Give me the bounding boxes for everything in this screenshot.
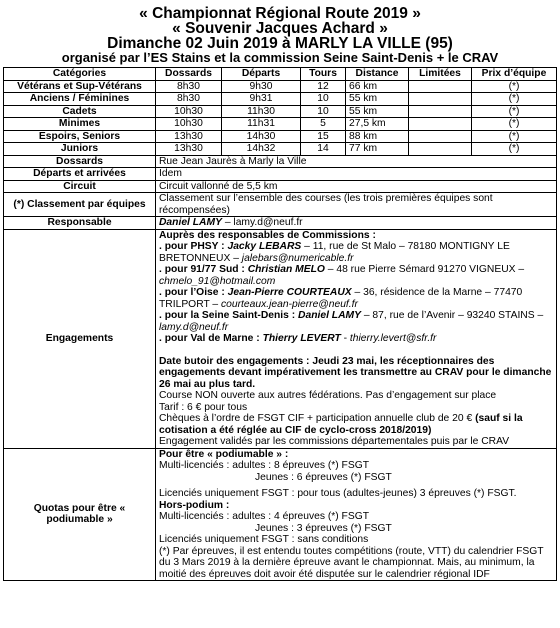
butoir-text: Date butoir des engagements : Jeudi 23 mai, les réceptionnaires des engagements devant impérativement les transmettre au CRAV pour le dimanche 26 mai au plus tard. xyxy=(159,355,552,390)
dossards-cell: 10h30 xyxy=(156,105,222,118)
contact-name: Thierry LEVERT xyxy=(262,333,341,344)
table-row xyxy=(4,80,557,93)
tours-cell: 12 xyxy=(301,80,346,93)
dossards-value: Rue Jean Jaurès à Marly la Ville xyxy=(156,155,557,168)
circuit-value: Circuit vallonné de 5,5 km xyxy=(156,180,557,193)
contact-prefix: . pour 91/77 Sud : xyxy=(159,264,248,275)
col-header-distance: Distance xyxy=(346,68,409,81)
tours-cell: 10 xyxy=(301,105,346,118)
hors-jeunes: Jeunes : 3 épreuves (*) FSGT xyxy=(255,522,392,534)
departs-cell: 9h30 xyxy=(222,80,301,93)
contact-prefix: . pour l’Oise : xyxy=(159,287,228,298)
prix-cell: (*) xyxy=(472,143,557,156)
category-cell: Cadets xyxy=(4,105,156,118)
category-cell: Juniors xyxy=(4,143,156,156)
contact-email[interactable]: courteaux.jean-pierre@neuf.fr xyxy=(221,298,358,310)
contact-vdm xyxy=(159,333,553,345)
contact-name: Christian MELO xyxy=(247,264,325,275)
info-row-departs xyxy=(4,168,557,181)
engagements-content xyxy=(156,229,557,448)
course-non-text: Course NON ouverte aux autres fédérations. Pas d’engagement sur place xyxy=(159,390,497,401)
limitees-cell xyxy=(409,105,472,118)
quotas-note: (*) Par épreuves, il est entendu toutes compétitions (route, VTT) du calendrier FSGT du 3 Mars 2019 à la dernière épreuve avant le championnat. Mais, au minimum, la moitié des épreuves doit avoir été disputée sur le calendrier régional IDF xyxy=(159,545,544,580)
quotas-label: Quotas pour être « podiumable » xyxy=(4,448,156,581)
contact-oise xyxy=(159,287,553,310)
table-row xyxy=(4,118,557,131)
departs-cell: 11h31 xyxy=(222,118,301,131)
category-cell: Espoirs, Seniors xyxy=(4,130,156,143)
race-table xyxy=(3,67,557,581)
engagements-label: Engagements xyxy=(4,229,156,448)
cheques-normal: Chèques à l’ordre de FSGT CIF + participation annuelle club de 20 € xyxy=(159,413,473,424)
cheques-bold: (sauf si la cotisation a été réglée au CIF de cyclo-cross 2018/2019) xyxy=(159,413,523,436)
responsable-email[interactable]: – lamy.d@neuf.fr xyxy=(224,217,303,228)
contact-prefix: . pour Val de Marne : xyxy=(159,333,263,344)
tours-cell: 14 xyxy=(301,143,346,156)
spacer xyxy=(159,345,553,356)
title-line-4: organisé par l’ES Stains et la commission Seine Saint-Denis + le CRAV xyxy=(61,50,499,65)
responsable-name: Daniel LAMY xyxy=(159,217,222,228)
limitees-cell xyxy=(409,93,472,106)
contact-address: – 36, résidence de la Marne – 77470 TRILPORT xyxy=(159,287,523,310)
valides-text: Engagement validés par les commissions départementales puis par le CRAV xyxy=(159,436,510,447)
podium-jeunes: Jeunes : 6 épreuves (*) FSGT xyxy=(255,471,392,483)
contact-sud xyxy=(159,264,553,287)
hors-title: Hors-podium : xyxy=(159,499,230,511)
contact-separator: – xyxy=(209,298,221,310)
distance-cell: 77 km xyxy=(346,143,409,156)
table-row xyxy=(4,93,557,106)
prix-cell: (*) xyxy=(472,118,557,131)
limitees-cell xyxy=(409,130,472,143)
contact-address: – 11, rue de St Malo – 78180 MONTIGNY LE BRETONNEUX xyxy=(159,241,510,264)
engagements-row xyxy=(4,229,557,448)
hors-adultes: Multi-licenciés : adultes : 4 épreuves (*) FSGT xyxy=(159,511,370,522)
category-cell: Anciens / Féminines xyxy=(4,93,156,106)
dossards-label: Dossards xyxy=(4,155,156,168)
contact-email[interactable]: lamy.d@neuf.fr xyxy=(159,321,229,333)
quotas-row xyxy=(4,448,557,581)
distance-cell: 88 km xyxy=(346,130,409,143)
distance-cell: 27,5 km xyxy=(346,118,409,131)
document-header xyxy=(0,0,560,65)
tours-cell: 10 xyxy=(301,93,346,106)
title-line-3: Dimanche 02 Juin 2019 à MARLY LA VILLE (95) xyxy=(107,35,453,52)
info-row-circuit xyxy=(4,180,557,193)
contact-ssd xyxy=(159,310,553,333)
contact-separator: - xyxy=(340,333,350,344)
contact-name: Jacky LEBARS xyxy=(227,241,302,252)
contact-name: Daniel LAMY xyxy=(298,310,361,321)
dossards-cell: 8h30 xyxy=(156,93,222,106)
table-row xyxy=(4,130,557,143)
prix-cell: (*) xyxy=(472,105,557,118)
col-header-limitees: Limitées xyxy=(409,68,472,81)
contact-separator: – xyxy=(534,310,544,321)
contact-email[interactable]: thierry.levert@sfr.fr xyxy=(349,333,437,344)
dossards-cell: 13h30 xyxy=(156,130,222,143)
col-header-tours: Tours xyxy=(301,68,346,81)
limitees-cell xyxy=(409,143,472,156)
podium-title: Pour être « podiumable » : xyxy=(159,448,289,460)
col-header-categories: Catégories xyxy=(4,68,156,81)
prix-cell: (*) xyxy=(472,130,557,143)
table-row xyxy=(4,143,557,156)
hors-unique: Licenciés uniquement FSGT : sans conditions xyxy=(159,534,369,545)
podium-unique: Licenciés uniquement FSGT : pour tous (adultes-jeunes) 3 épreuves (*) FSGT. xyxy=(159,488,517,499)
col-header-departs: Départs xyxy=(222,68,301,81)
departs-cell: 14h30 xyxy=(222,130,301,143)
title-line-1: « Championnat Régional Route 2019 » xyxy=(139,5,421,22)
departs-cell: 14h32 xyxy=(222,143,301,156)
info-row-dossards xyxy=(4,155,557,168)
dossards-cell: 8h30 xyxy=(156,80,222,93)
responsable-label: Responsable xyxy=(4,217,156,230)
classement-value: Classement sur l’ensemble des courses (les trois premières équipes sont récompensées) xyxy=(156,193,557,217)
distance-cell: 66 km xyxy=(346,80,409,93)
distance-cell: 55 km xyxy=(346,105,409,118)
limitees-cell xyxy=(409,80,472,93)
category-cell: Vétérans et Sup-Vétérans xyxy=(4,80,156,93)
dossards-cell: 10h30 xyxy=(156,118,222,131)
contact-prefix: . pour PHSY : xyxy=(159,241,228,252)
distance-cell: 55 km xyxy=(346,93,409,106)
tarif-text: Tarif : 6 € pour tous xyxy=(159,401,248,413)
prix-cell: (*) xyxy=(472,80,557,93)
engagements-intro: Auprès des responsables de Commissions : xyxy=(159,229,376,241)
contact-phsy xyxy=(159,241,553,264)
tours-cell: 5 xyxy=(301,118,346,131)
title-line-2: « Souvenir Jacques Achard » xyxy=(172,20,388,37)
responsable-value xyxy=(156,217,557,230)
contact-prefix: . pour la Seine Saint-Denis : xyxy=(159,310,299,321)
info-row-responsable xyxy=(4,217,557,230)
departs-cell: 11h30 xyxy=(222,105,301,118)
departs-cell: 9h31 xyxy=(222,93,301,106)
contact-address: – 48 rue Pierre Sémard 91270 VIGNEUX xyxy=(324,264,516,275)
contact-address: – 87, rue de l’Avenir – 93240 STAINS xyxy=(360,310,535,321)
podium-adultes: Multi-licenciés : adultes : 8 épreuves (*) FSGT xyxy=(159,460,370,471)
classement-label: (*) Classement par équipes xyxy=(4,193,156,217)
departs-label: Départs et arrivées xyxy=(4,168,156,181)
circuit-label: Circuit xyxy=(4,180,156,193)
contact-separator: – xyxy=(230,252,242,264)
contact-separator: – xyxy=(515,264,525,275)
contact-email[interactable]: chmelo_91@hotmail.com xyxy=(159,275,276,287)
table-header-row xyxy=(4,68,557,81)
col-header-prix: Prix d’équipe xyxy=(472,68,557,81)
quotas-content xyxy=(156,448,557,581)
table-row xyxy=(4,105,557,118)
contact-email[interactable]: jalebars@numericable.fr xyxy=(241,252,354,264)
dossards-cell: 13h30 xyxy=(156,143,222,156)
contact-name: Jean-Pierre COURTEAUX xyxy=(227,287,352,298)
prix-cell: (*) xyxy=(472,93,557,106)
category-cell: Minimes xyxy=(4,118,156,131)
info-row-classement xyxy=(4,193,557,217)
col-header-dossards: Dossards xyxy=(156,68,222,81)
cheques-text xyxy=(159,413,553,436)
limitees-cell xyxy=(409,118,472,131)
departs-value: Idem xyxy=(156,168,557,181)
tours-cell: 15 xyxy=(301,130,346,143)
